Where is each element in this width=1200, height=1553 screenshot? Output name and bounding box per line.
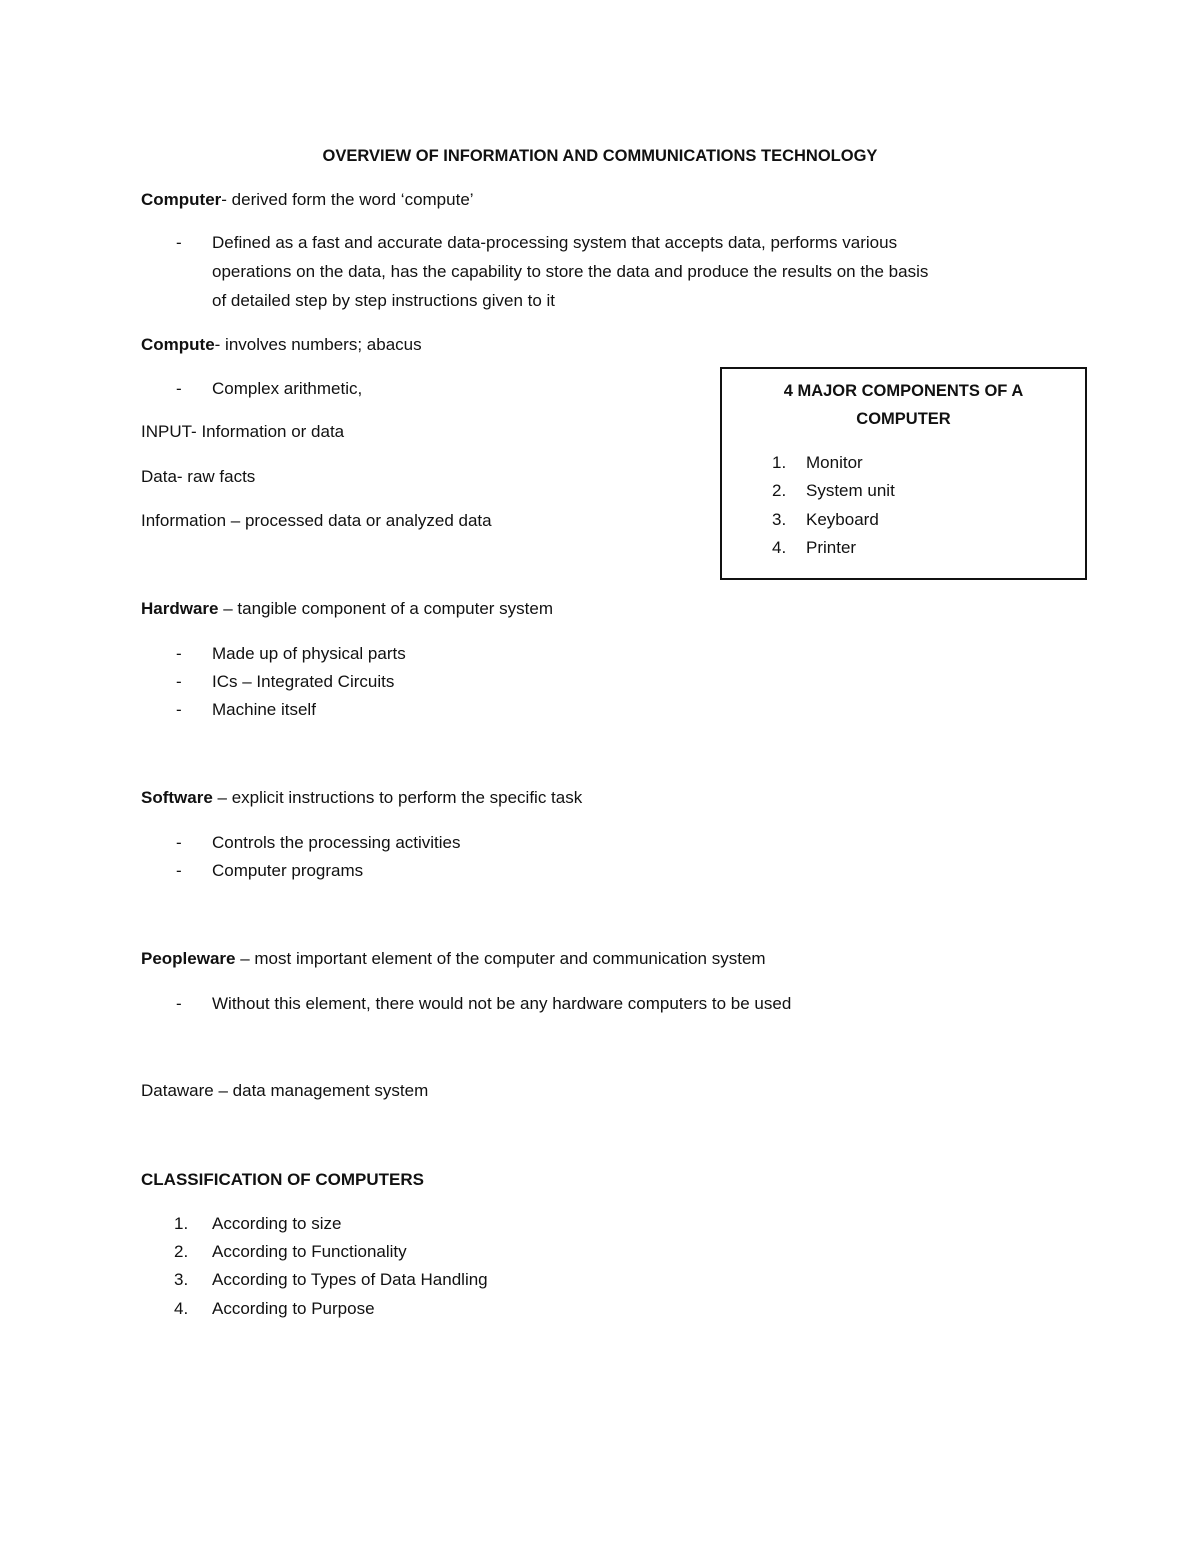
dataware-definition: Dataware – data management system <box>141 1081 429 1100</box>
compute-definition <box>141 334 422 356</box>
definition: - derived form the word ‘compute’ <box>221 190 474 209</box>
bullet-text: Made up of physical parts <box>212 644 406 663</box>
peopleware-definition <box>141 948 766 970</box>
list-number: 2. <box>174 1242 189 1261</box>
bullet-dash: - <box>176 700 182 719</box>
box-title: COMPUTER <box>856 410 951 428</box>
bullet-dash: - <box>176 861 182 880</box>
bullet-dash: - <box>176 833 182 852</box>
hardware-definition <box>141 598 553 620</box>
bullet-text: Machine itself <box>212 700 316 719</box>
list-number: 3. <box>772 510 787 529</box>
information-definition: Information – processed data or analyzed data <box>141 511 492 530</box>
bullet-text: operations on the data, has the capability to store the data and produce the results on the basis <box>212 262 929 281</box>
software-definition <box>141 787 582 809</box>
bullet-dash: - <box>176 672 182 691</box>
bullet-dash: - <box>176 994 182 1013</box>
document-title: OVERVIEW OF INFORMATION AND COMMUNICATIONS TECHNOLOGY <box>322 147 878 165</box>
definition: – tangible component of a computer system <box>218 599 553 618</box>
bullet-text: Controls the processing activities <box>212 833 461 852</box>
bullet-text: Complex arithmetic, <box>212 379 363 398</box>
list-item: According to Purpose <box>212 1299 375 1318</box>
list-item: According to Functionality <box>212 1242 407 1261</box>
bullet-text: Defined as a fast and accurate data-processing system that accepts data, performs various <box>212 233 898 252</box>
list-item: According to Types of Data Handling <box>212 1270 488 1289</box>
bullet-dash: - <box>176 379 182 398</box>
list-number: 4. <box>174 1299 189 1318</box>
data-definition: Data- raw facts <box>141 467 256 486</box>
definition: – most important element of the computer and communication system <box>235 949 766 968</box>
box-title: 4 MAJOR COMPONENTS OF A <box>783 382 1024 400</box>
bullet-text: Without this element, there would not be any hardware computers to be used <box>212 994 792 1013</box>
term: Compute <box>141 335 215 354</box>
bullet-text: Computer programs <box>212 861 364 880</box>
bullet-dash: - <box>176 644 182 663</box>
list-item: Printer <box>806 538 857 557</box>
list-item: Keyboard <box>806 510 879 529</box>
list-item: Monitor <box>806 453 863 472</box>
term: Peopleware <box>141 949 236 968</box>
list-number: 1. <box>772 453 787 472</box>
bullet-dash: - <box>176 233 182 252</box>
list-item: According to size <box>212 1214 342 1233</box>
bullet-text: of detailed step by step instructions given to it <box>212 291 556 310</box>
input-definition: INPUT- Information or data <box>141 422 345 441</box>
definition: – explicit instructions to perform the specific task <box>212 788 583 807</box>
term: Hardware <box>141 599 219 618</box>
term: Computer <box>141 190 222 209</box>
list-number: 1. <box>174 1214 189 1233</box>
classification-heading: CLASSIFICATION OF COMPUTERS <box>141 1170 425 1189</box>
components-box <box>720 367 1087 580</box>
list-number: 3. <box>174 1270 189 1289</box>
list-item: System unit <box>806 481 895 500</box>
definition: - involves numbers; abacus <box>214 335 422 354</box>
list-number: 4. <box>772 538 787 557</box>
computer-definition <box>141 189 474 211</box>
bullet-text: ICs – Integrated Circuits <box>212 672 395 691</box>
term: Software <box>141 788 213 807</box>
list-number: 2. <box>772 481 787 500</box>
